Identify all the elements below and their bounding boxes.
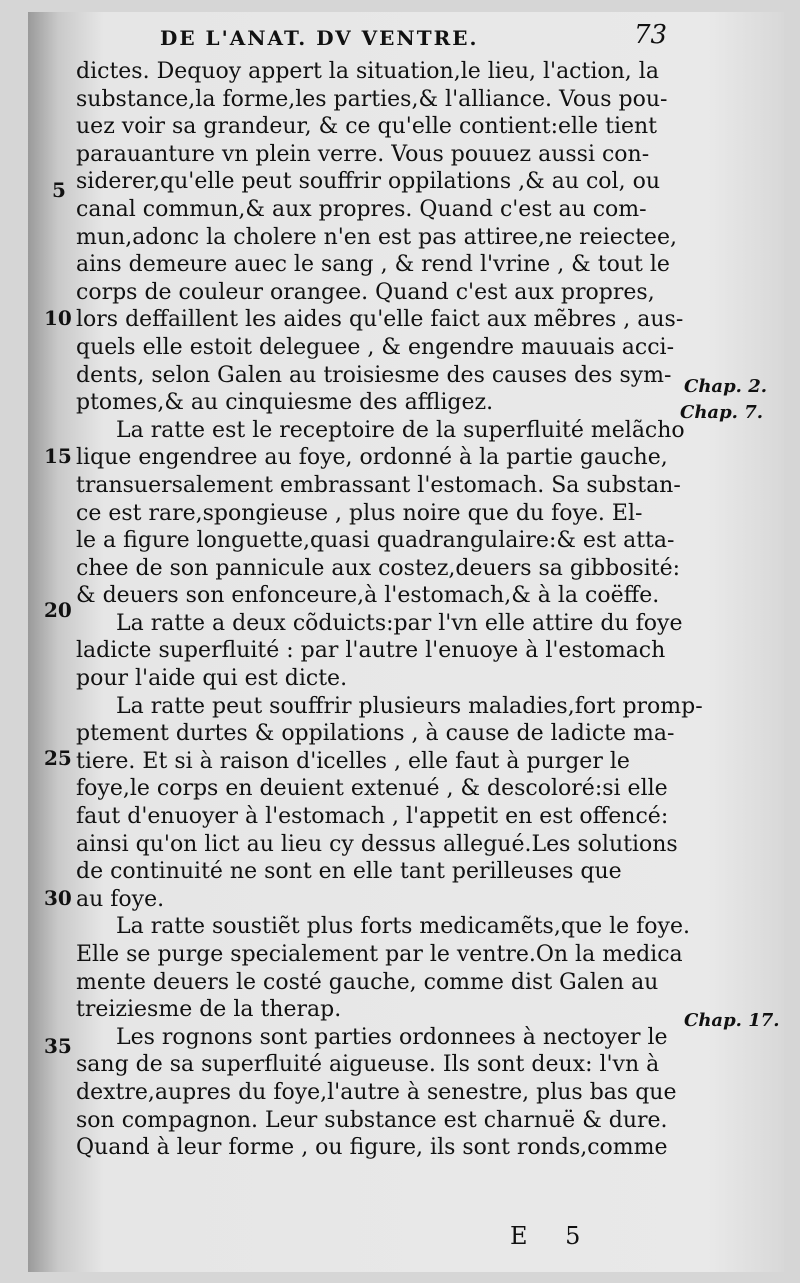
text-line: corps de couleur orangee. Quand c'est aux propres, bbox=[76, 279, 655, 305]
line-number-35: 35 bbox=[44, 1034, 72, 1058]
text-line: son compagnon. Leur substance est charnuë & dure. bbox=[76, 1107, 668, 1133]
text-line: uez voir sa grandeur, & ce qu'elle contient:elle tient bbox=[76, 114, 658, 140]
running-title: DE L'ANAT. DV VENTRE. bbox=[160, 26, 479, 50]
line-number-5: 5 bbox=[52, 178, 66, 202]
text-line: de continuité ne sont en elle tant perilleuses que bbox=[76, 859, 622, 885]
signature-number: 5 bbox=[565, 1222, 581, 1250]
text-line: ainsi qu'on lict au lieu cy dessus allegué.Les solutions bbox=[76, 831, 678, 857]
text-line: foye,le corps en deuient extenué , & descoloré:si elle bbox=[76, 776, 668, 802]
paragraph-start-line: La ratte soustiẽt plus forts medicamẽts,que le foye. bbox=[116, 914, 690, 940]
text-line: sang de sa superfluité aigueuse. Ils sont deux: l'vn à bbox=[76, 1052, 660, 1078]
text-line: treiziesme de la therap. bbox=[76, 997, 342, 1023]
text-line: faut d'enuoyer à l'estomach , l'appetit en est offencé: bbox=[76, 804, 669, 830]
text-line: lique engendree au foye, ordonné à la partie gauche, bbox=[76, 445, 668, 471]
paragraph-start-line: La ratte peut souffrir plusieurs maladies,fort promp- bbox=[116, 693, 703, 719]
paragraph-start-line: La ratte a deux cõduicts:par l'vn elle attire du foye bbox=[116, 610, 683, 636]
text-line: tiere. Et si à raison d'icelles , elle faut à purger le bbox=[76, 748, 630, 774]
text-line: pour l'aide qui est dicte. bbox=[76, 666, 348, 692]
line-number-25: 25 bbox=[44, 746, 72, 770]
line-number-15: 15 bbox=[44, 444, 72, 468]
text-line: chee de son pannicule aux costez,deuers sa gibbosité: bbox=[76, 555, 681, 581]
text-line: quels elle estoit deleguee , & engendre mauuais acci- bbox=[76, 334, 675, 360]
text-line: dictes. Dequoy appert la situation,le lieu, l'action, la bbox=[76, 59, 659, 84]
text-line: dents, selon Galen au troisiesme des causes des sym- bbox=[76, 362, 672, 388]
text-line: au foye. bbox=[76, 886, 165, 912]
line-number-10: 10 bbox=[44, 306, 72, 330]
text-line: dextre,aupres du foye,l'autre à senestre, plus bas que bbox=[76, 1079, 677, 1105]
text-line: transuersalement embrassant l'estomach. Sa substan- bbox=[76, 472, 681, 498]
text-line: canal commun,& aux propres. Quand c'est au com- bbox=[76, 196, 647, 222]
text-line: ladicte superfluité : par l'autre l'enuoye à l'estomach bbox=[76, 638, 666, 664]
text-line: parauanture vn plein verre. Vous pouuez aussi con- bbox=[76, 141, 650, 167]
paragraph-start-line: Les rognons sont parties ordonnees à nectoyer le bbox=[116, 1024, 668, 1050]
text-line: ains demeure auec le sang , & rend l'vrine , & tout le bbox=[76, 252, 670, 278]
page-number: 73 bbox=[634, 20, 668, 50]
paragraph-start-line: La ratte est le receptoire de la superfluité melãcho bbox=[116, 417, 685, 443]
signature-letter: E bbox=[510, 1222, 528, 1250]
body-text bbox=[76, 58, 703, 1162]
text-line: Elle se purge specialement par le ventre.On la medica bbox=[76, 942, 683, 967]
text-line: mente deuers le costé gauche, comme dist Galen au bbox=[76, 969, 659, 995]
text-line: lors deffaillent les aides qu'elle faict aux mẽbres , aus- bbox=[76, 307, 684, 333]
text-line: ptement durtes & oppilations , à cause de ladicte ma- bbox=[76, 721, 675, 747]
text-line: mun,adonc la cholere n'en est pas attiree,ne reiectee, bbox=[76, 224, 677, 250]
margin-note-chap-2: Chap. 2. bbox=[684, 376, 767, 397]
margin-note-chap-17: Chap. 17. bbox=[684, 1010, 780, 1031]
text-line: & deuers son enfonceure,à l'estomach,& à la coëffe. bbox=[76, 583, 660, 609]
text-line: ptomes,& au cinquiesme des affligez. bbox=[76, 390, 494, 416]
signature-mark bbox=[510, 1222, 610, 1250]
line-number-20: 20 bbox=[44, 598, 72, 622]
text-line: siderer,qu'elle peut souffrir oppilations ,& au col, ou bbox=[76, 169, 660, 195]
text-line: substance,la forme,les parties,& l'alliance. Vous pou- bbox=[76, 86, 668, 112]
margin-note-chap-7: Chap. 7. bbox=[680, 402, 763, 423]
line-number-30: 30 bbox=[44, 886, 72, 910]
text-line: ce est rare,spongieuse , plus noire que du foye. El- bbox=[76, 500, 643, 526]
text-line: Quand à leur forme , ou figure, ils sont ronds,comme bbox=[76, 1135, 668, 1161]
text-line: le a figure longuette,quasi quadrangulaire:& est atta- bbox=[76, 528, 675, 554]
